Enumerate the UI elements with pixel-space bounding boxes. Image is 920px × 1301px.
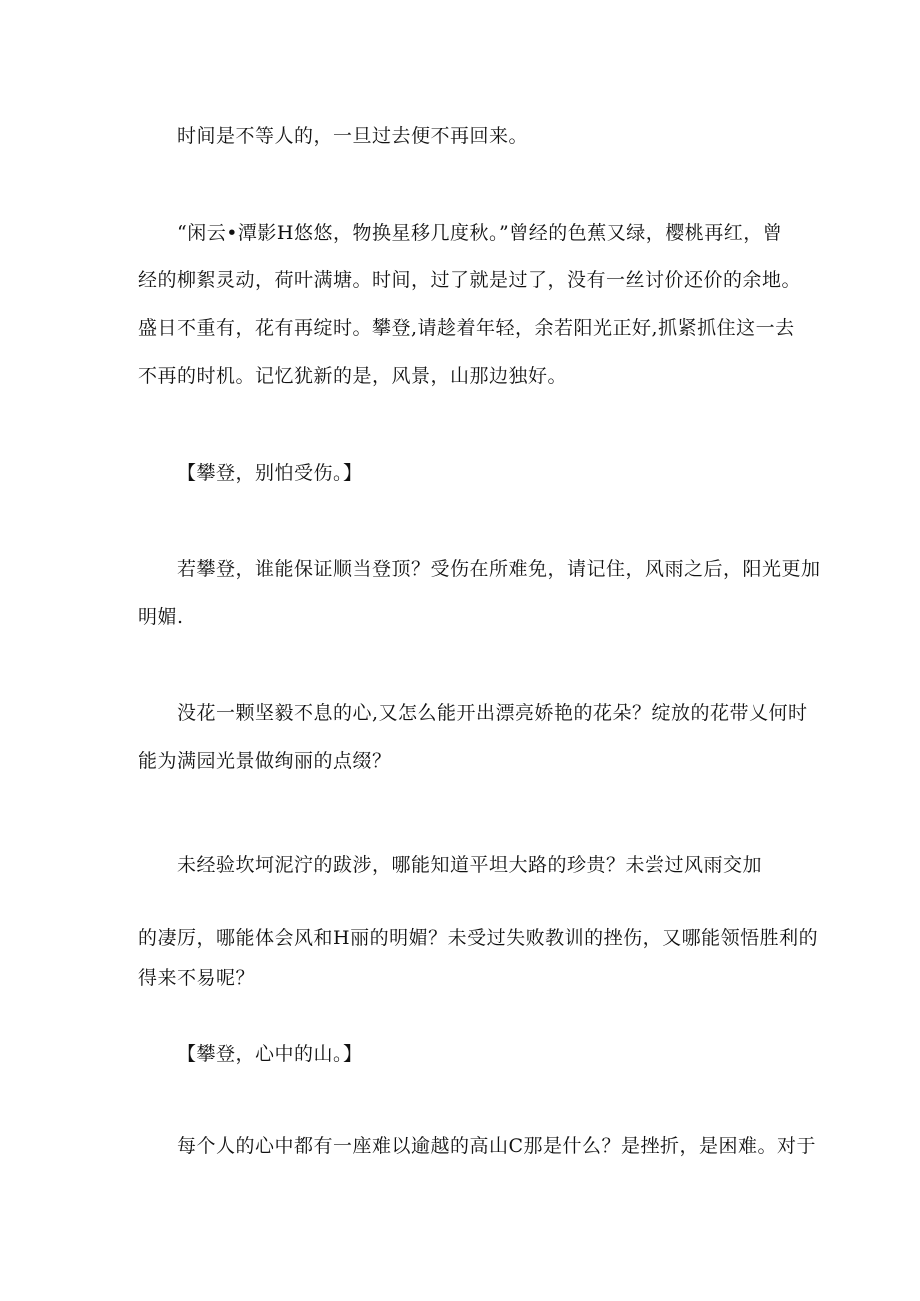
paragraph-line: 的凄厉，哪能体会风和H丽的明媚？未受过失败教训的挫伤，又哪能领悟胜利的 <box>138 927 819 949</box>
paragraph-line: 不再的时机。记忆犹新的是，风景，山那边独好。 <box>138 365 568 387</box>
paragraph-line: 能为满园光景做绚丽的点缀？ <box>138 750 392 772</box>
section-heading: 【攀登，别怕受伤。】 <box>177 462 363 484</box>
paragraph-line: 时间是不等人的，一旦过去便不再回来。 <box>177 125 529 147</box>
paragraph-line: “闲云•潭影H悠悠，物换星移几度秋。”曾经的色蕉又绿，樱桃再红，曾 <box>177 222 783 244</box>
paragraph-line: 经的柳絮灵动，荷叶满塘。时间，过了就是过了，没有一丝讨价还价的余地。 <box>138 269 802 291</box>
paragraph-line: 盛日不重有，花有再绽时。攀登,请趁着年轻，余若阳光正好,抓紧抓住这一去 <box>138 317 795 339</box>
section-heading: 【攀登，心中的山。】 <box>177 1043 363 1065</box>
paragraph-line: 若攀登，谁能保证顺当登顶？受伤在所难免，请记住，风雨之后，阳光更加 <box>177 558 821 580</box>
paragraph-line: 得来不易呢？ <box>138 967 256 989</box>
paragraph-line: 没花一颗坚毅不息的心,又怎么能开出漂亮娇艳的花朵？绽放的花带乂何时 <box>177 702 808 724</box>
paragraph-line: 未经验坎坷泥泞的跋涉，哪能知道平坦大路的珍贵？未尝过风雨交加 <box>177 854 763 876</box>
paragraph-line: 明媚. <box>138 606 184 628</box>
paragraph-line: 每个人的心中都有一座难以逾越的高山C那是什么？是挫折，是困难。对于 <box>177 1135 817 1157</box>
